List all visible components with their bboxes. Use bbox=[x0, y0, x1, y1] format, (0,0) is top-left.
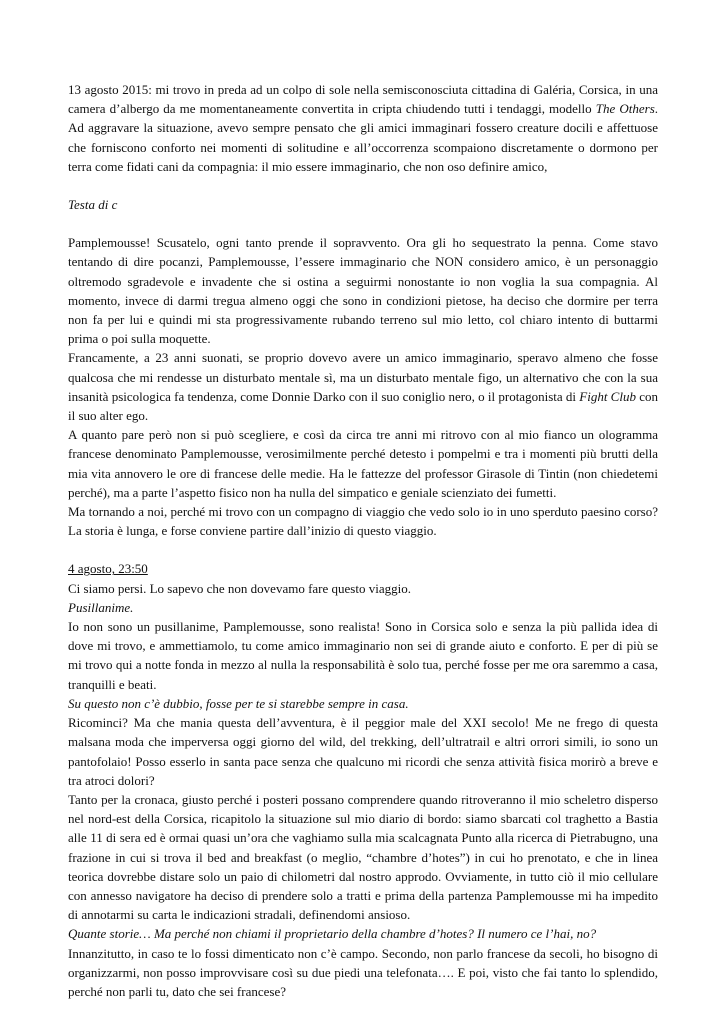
paragraph-gap bbox=[68, 176, 658, 195]
paragraph-gap bbox=[68, 540, 658, 559]
paragraph-intro: 13 agosto 2015: mi trovo in preda ad un colpo di sole nella semisconosciuta cittadina di Galéria, Corsica, in una camera d’albergo da me momentaneamente convertita in cripta chiudendo tutti i tendaggi, modello The Others. Ad aggravare la situazione, avevo sempre pensato che gli amici immaginari fossero creature docili e affettuose che forniscono conforto nei momenti di solitudine e all’occorrenza scompaiono discretamente o dormono per terra come fidati cani da compagnia: il mio essere immaginario, che non oso definire amico, bbox=[68, 82, 659, 174]
paragraph-pamplemousse: Pamplemousse! Scusatelo, ogni tanto prende il sopravvento. Ora gli ho sequestrato la penna. Come stavo tentando di dire pocanzi, Pamplemousse, l’essere immaginario che NON considero amico, è un personaggio oltremodo sgradevole e invadente che si ostina a seguirmi nonostante io non voglia la sua compagnia. Al momento, invece di darmi tregua almeno oggi che sono in condizioni pietose, ha deciso che dormire per terra non fa per lui e quindi mi sta progressivamente rubando terreno sul mio letto, col chiaro intento di buttarmi prima o poi sulla moquette. bbox=[68, 235, 658, 347]
pamplemousse-line-casa: Su questo non c’è dubbio, fosse per te si starebbe sempre in casa. bbox=[68, 695, 409, 711]
paragraph-realista: Io non sono un pusillanime, Pamplemousse, sono realista! Sono in Corsica solo e senza la più pallida idea di dove mi trovo, e ammettiamolo, tu come amico immaginario non sei di grande aiuto e conforto. E per di più se mi trovo qui a notte fonda in mezzo al nulla la responsabilità è solo tua, perché fosse per me ora saremmo a casa, tranquilli e beati. bbox=[68, 619, 658, 692]
paragraph-francamente: Francamente, a 23 anni suonati, se proprio dovevo avere un amico immaginario, speravo almeno che fosse qualcosa che mi rendesse un disturbato mentale sì, ma un disturbato mentale figo, un alternativo che con la sua insanità psicologica fa tendenza, come Donnie Darko con il suo coniglio nero, o il protagonista di Fight Club con il suo alter ego. bbox=[68, 350, 658, 424]
film-title-the-others: The Others bbox=[595, 101, 655, 117]
paragraph-gap bbox=[68, 214, 658, 233]
pamplemousse-line-pusillanime: Pusillanime. bbox=[68, 599, 134, 615]
film-title-fight-club: Fight Club bbox=[579, 388, 636, 404]
paragraph-ologramma: A quanto pare però non si può scegliere, e così da circa tre anni mi ritrovo con al mio fianco un ologramma francese denominato Pamplemousse, verosimilmente perché detesto i pompelmi e tra i momenti più brutti della mia vita annovero le ore di francese delle medie. Ha le fattezze del professor Girasole di Tintin (non chiedetemi perché), ma a parte l’aspetto fisico non ha nulla del simpatico e geniale scienziato dei fumetti. bbox=[68, 427, 658, 500]
pamplemousse-line-storie: Quante storie… Ma perché non chiami il proprietario della chambre d’hotes? Il numero ce l’hai, no? bbox=[68, 926, 597, 942]
diary-date-heading: 4 agosto, 23:50 bbox=[68, 561, 148, 577]
paragraph-persi: Ci siamo persi. Lo sapevo che non dovevamo fare questo viaggio. bbox=[68, 580, 411, 596]
paragraph-tornando: Ma tornando a noi, perché mi trovo con un compagno di viaggio che vedo solo io in uno sperduto paesino corso? La storia è lunga, e forse conviene partire dall’inizio di questo viaggio. bbox=[68, 504, 658, 539]
paragraph-cronaca: Tanto per la cronaca, giusto perché i posteri possano comprendere quando ritroveranno il mio scheletro disperso nel nord-est della Corsica, ricapitolo la situazione sul mio diario di bordo: siamo sbarcati col traghetto a Bastia alle 11 di sera ed è ormai quasi un’ora che vaghiamo sulla mia scalcagnata Punto alla ricerca di Pietrabugno, una frazione in cui si trova il bed and breakfast (o meglio, “chambre d’hotes”) in cui ho prenotato, e che in linea teorica dovrebbe distare solo un paio di chilometri dal nostro approdo. Ovviamente, in tutto ciò il mio cellulare con annesso navigatore ha deciso di prendere solo a tratti e prima della partenza Pamplemousse mi ha impedito di annotarmi su carta le indicazioni stradali, definendomi ansioso. bbox=[68, 791, 658, 923]
paragraph-ricominci: Ricominci? Ma che mania questa dell’avventura, è il peggior male del XXI secolo! Me ne frego di questa malsana moda che imperversa oggi giorno del wild, del trekking, dell’ultratrail e altri orrori simili, io sono un pantofolaio! Posso esserlo in santa pace senza che qualcuno mi ricordi che senza attività fisica morirò a breve e tra atroci dolori? bbox=[68, 715, 658, 788]
pamplemousse-interjection: Testa di c bbox=[68, 197, 118, 213]
paragraph-innanzitutto: Innanzitutto, in caso te lo fossi dimenticato non c’è campo. Secondo, non parlo francese da secoli, ho bisogno di organizzarmi, non posso improvvisare così su due piedi una telefonata…. E poi, visto che fai tanto lo splendido, perché non parli tu, dato che sei francese? bbox=[68, 945, 658, 999]
document-page bbox=[68, 80, 658, 1001]
